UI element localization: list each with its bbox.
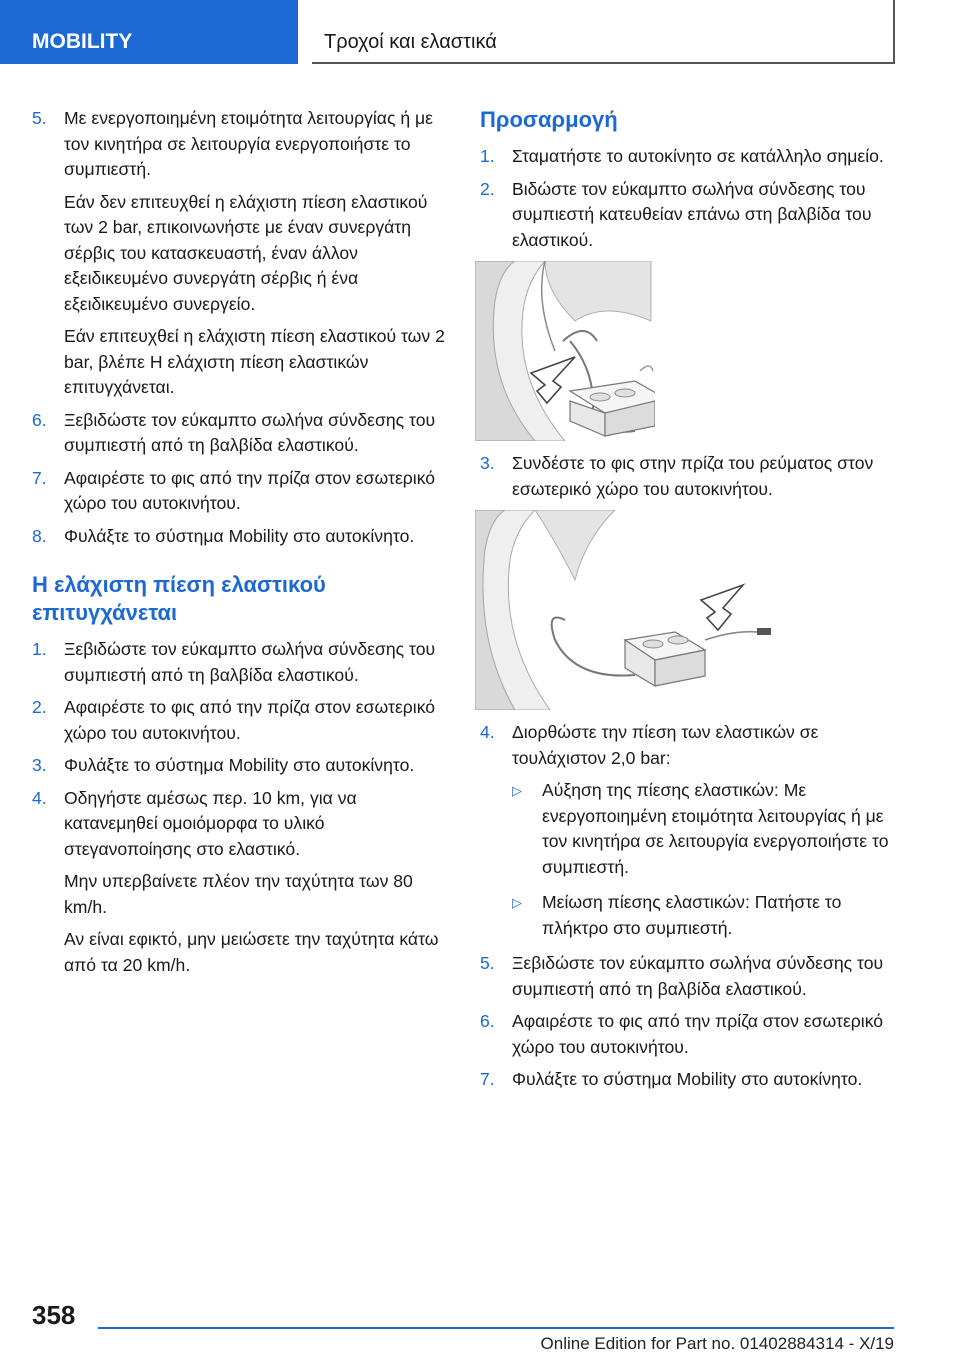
step-number: 7. — [32, 467, 47, 488]
bullet-text: Μείωση πίεσης ελαστικών: Πατήστε το πλήκτρο στο συμπιεστή. — [542, 892, 842, 938]
step-text: Με ενεργοποιημένη ετοιμότητα λειτουργίας ή με τον κινητήρα σε λειτουργία ενεργοποιήστε το συμπιεστή. — [64, 108, 433, 179]
section-heading: Προσαρμογή — [480, 107, 618, 132]
step-number: 5. — [480, 953, 495, 973]
step-text: Αφαιρέστε το φις από την πρίζα στον εσωτερικό χώρο του αυτοκινήτου. — [64, 467, 436, 513]
step-item — [480, 451, 900, 502]
step-item — [480, 144, 900, 170]
section-heading: Η ελάχιστη πίεση ελαστικού επιτυγχάνεται — [32, 572, 326, 625]
step-item — [32, 695, 452, 746]
step-text: Ξεβιδώστε τον εύκαμπτο σωλήνα σύνδεσης του συμπιεστή από τη βαλβίδα ελαστικού. — [64, 639, 436, 685]
chapter-title: Τροχοί και ελαστικά — [312, 0, 895, 64]
step-item — [32, 408, 452, 459]
compressor-valve-illustration — [475, 261, 655, 441]
paragraph: Αν είναι εφικτό, μην μειώσετε την ταχύτητα κάτω από τα 20 km/h. — [64, 929, 439, 975]
step-item — [480, 1067, 900, 1093]
bullet-item — [512, 890, 900, 941]
step-number: 2. — [480, 178, 495, 199]
step-number: 5. — [32, 108, 47, 128]
step-item — [480, 177, 900, 254]
step-item — [480, 1009, 900, 1060]
step-text: Διορθώστε την πίεση των ελαστικών σε τουλάχιστον 2,0 bar: — [512, 722, 819, 768]
step-text: Φυλάξτε το σύστημα Mobility στο αυτοκίνητο. — [64, 525, 415, 546]
step-number: 6. — [480, 1011, 495, 1031]
step-item — [32, 786, 452, 863]
paragraph: Μην υπερβαίνετε πλέον την ταχύτητα των 80 km/h. — [64, 871, 413, 917]
hose — [555, 640, 635, 676]
step-item — [480, 720, 900, 771]
paragraph: Εάν δεν επιτευχθεί η ελάχιστη πίεση ελαστικού των 2 bar, επικοινωνήστε με έναν συνεργάτη σέρβις του κατασκευαστή, έναν άλλον εξειδικευμένο συνεργάτη σέρβις ή ένα εξειδικευμένο συνεργείο. — [64, 191, 428, 314]
compressor-box — [570, 381, 655, 436]
triangle-bullet-icon: ▷ — [512, 895, 522, 910]
step-number: 1. — [32, 639, 47, 659]
step-text: Σταματήστε το αυτοκίνητο σε κατάλληλο σημείο. — [512, 146, 884, 166]
plug — [757, 628, 771, 635]
step-number: 1. — [480, 146, 495, 166]
step-text: Αφαιρέστε το φις από την πρίζα στον εσωτερικό χώρο του αυτοκινήτου. — [512, 1011, 884, 1057]
section-tab: MOBILITY — [0, 0, 298, 64]
step-number: 4. — [480, 722, 495, 742]
step-text: Οδηγήστε αμέσως περ. 10 km, για να κατανεμηθεί ομοιόμορφα το υλικό στεγανοποίησης στο ελαστικό. — [64, 787, 357, 859]
step-number: 4. — [32, 787, 47, 808]
step-text: Φυλάξτε το σύστημα Mobility στο αυτοκίνητο. — [512, 1069, 863, 1089]
step-text: Συνδέστε το φις στην πρίζα του ρεύματος στον εσωτερικό χώρο του αυτοκινήτου. — [512, 453, 874, 499]
step-text: Αφαιρέστε το φις από την πρίζα στον εσωτερικό χώρο του αυτοκινήτου. — [64, 697, 436, 743]
step-number: 6. — [32, 409, 47, 430]
arrow-icon — [531, 357, 575, 403]
bullet-text: Αύξηση της πίεσης ελαστικών: Με ενεργοποιημένη ετοιμότητα λειτουργίας ή με τον κινητήρα σε λειτουργία ενεργοποιήστε το συμπιεστή. — [542, 780, 889, 877]
step-item — [32, 637, 452, 688]
triangle-bullet-icon: ▷ — [512, 783, 522, 798]
power-cable — [705, 632, 757, 640]
step-text: Φυλάξτε το σύστημα Mobility στο αυτοκίνητο. — [64, 755, 415, 775]
step-number: 2. — [32, 697, 47, 717]
wheel-rim — [475, 510, 615, 710]
step-text: Βιδώστε τον εύκαμπτο σωλήνα σύνδεσης του συμπιεστή κατευθείαν επάνω στη βαλβίδα του ελαστικού. — [512, 178, 872, 250]
step-item — [32, 466, 452, 517]
bullet-item — [512, 778, 900, 880]
step-item — [32, 106, 452, 183]
left-column — [32, 106, 452, 985]
footer-divider — [98, 1327, 894, 1329]
compressor-box — [625, 632, 705, 686]
step-number: 3. — [480, 453, 495, 473]
step-number: 7. — [480, 1069, 495, 1089]
right-column — [480, 106, 900, 1100]
paragraph: Εάν επιτευχθεί η ελάχιστη πίεση ελαστικού των 2 bar, βλέπε Η ελάχιστη πίεση ελαστικών επιτυγχάνεται. — [64, 326, 445, 397]
arrow-icon — [701, 585, 743, 630]
step-item — [480, 951, 900, 1002]
step-text: Ξεβιδώστε τον εύκαμπτο σωλήνα σύνδεσης του συμπιεστή από τη βαλβίδα ελαστικού. — [512, 953, 884, 999]
step-item — [32, 524, 452, 550]
step-number: 3. — [32, 755, 47, 775]
step-item — [32, 753, 452, 779]
page-number: 358 — [32, 1300, 76, 1330]
step-number: 8. — [32, 525, 47, 546]
compressor-plug-illustration — [475, 510, 775, 710]
step-text: Ξεβιδώστε τον εύκαμπτο σωλήνα σύνδεσης του συμπιεστή από τη βαλβίδα ελαστικού. — [64, 409, 436, 455]
footer-edition: Online Edition for Part no. 01402884314 - X/19 — [540, 1334, 894, 1353]
